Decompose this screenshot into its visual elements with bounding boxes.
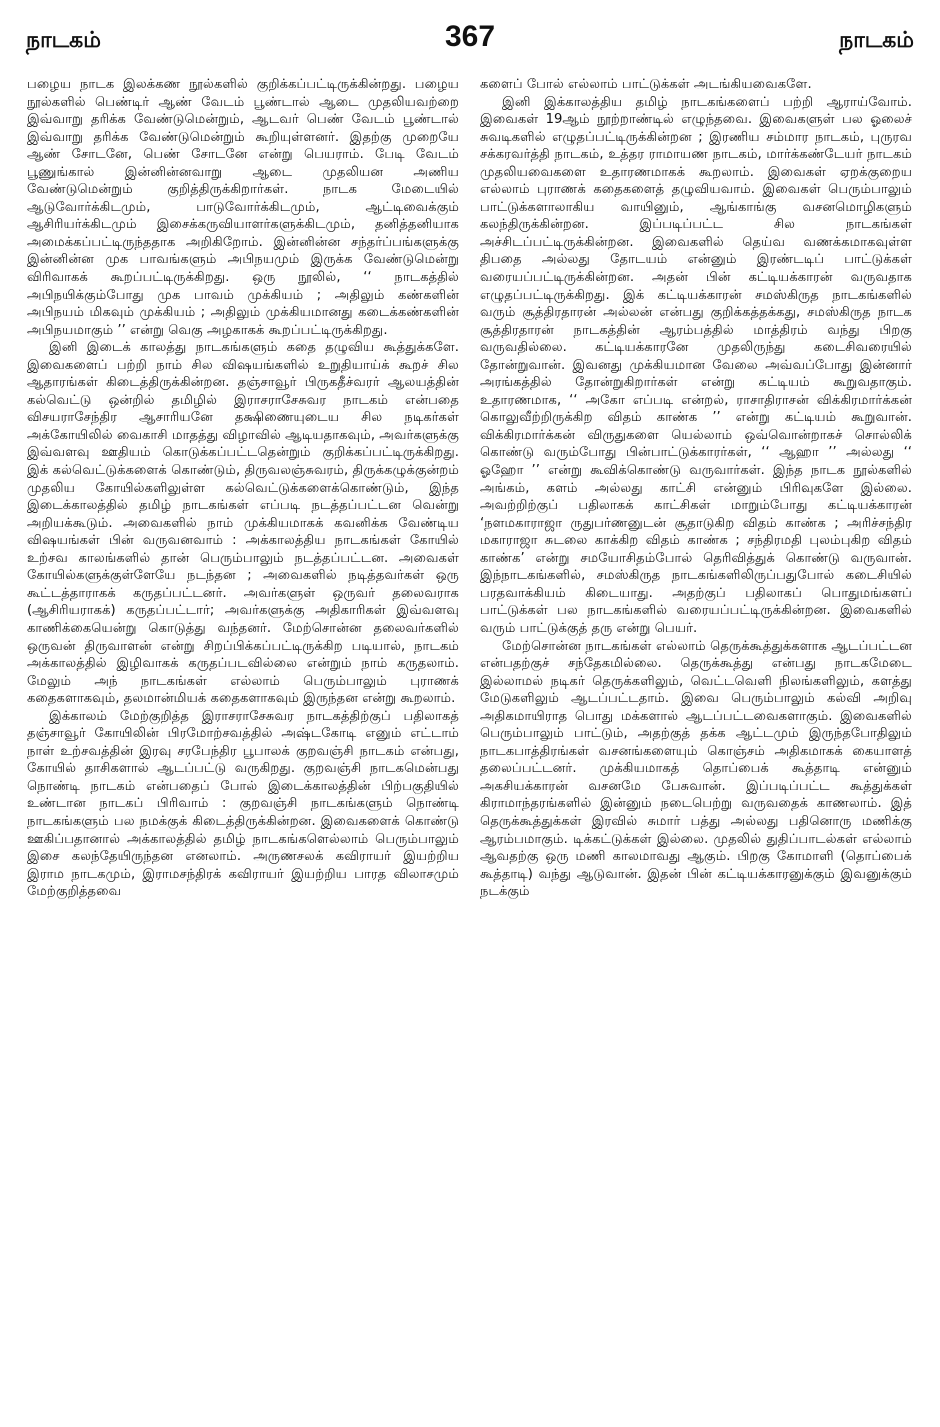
- paragraph: இக்காலம் மேற்குறித்த இராசராசேசுவர நாடகத்திற்குப் பதிலாகத் தஞ்சாவூர் கோயிலின் பிரமோற்சவத்தில் அஷ்டகோடி எனும் எட்டாம் நாள் உற்சவத்தின் இரவு சரபேந்திர பூபாலக் குறவஞ்சி நாடகம் என்பது, கோயில் தாசிகளால் ஆடப்பட்டு வருகிறது. குறவஞ்சி நாடகமென்பது நொண்டி நாடகம் என்பதைப் போல் இடைக்காலத்தின் பிற்பகுதியில் உண்டான நாடகப் பிரிவாம் : குறவஞ்சி நாடகங்களும் நொண்டி நாடகங்களும் பல நமக்குக் கிடைத்திருக்கின்றன. இவைகளைக் கொண்டு ஊகிப்பதானால் அக்காலத்தில் தமிழ் நாடகங்களெல்லாம் பெரும்பாலும் இசை கலந்தேயிருந்தன எனலாம். அருணசலக் கவிராயர் இயற்றிய இராம நாடகமும், இராமசந்திரக் கவிராயர் இயற்றிய பாரத விலாசமும் மேற்குறித்தவை: [27, 708, 459, 900]
- running-head-right: நாடகம்: [839, 28, 914, 53]
- paragraph: மேற்சொன்ன நாடகங்கள் எல்லாம் தெருக்கூத்துக்களாக ஆடப்பட்டன என்பதற்குச் சந்தேகமில்லை. தெருக்கூத்து என்பது நாடகமேடை இல்லாமல் நடிகர் தெருக்களிலும், வெட்டவெளி நிலங்களிலும், களத்து மேடுகளிலும் ஆடப்பட்டதாம். இவை பெரும்பாலும் கல்வி அறிவு அதிகமாயிராத பொது மக்களால் ஆடப்பட்டவைகளாகும். இவைகளில் பெரும்பாலும் பாட்டும், அதற்குத் தக்க ஆட்டமும் இருந்தபோதிலும் நாடகபாத்திரங்கள் வசனங்களையும் கொஞ்சம் அதிகமாகக் கையாளத் தலைப்பட்டனர். முக்கியமாகத் தொப்பைக் கூத்தாடி என்னும் அகசியக்காரன் வசனமே பேசுவான். இப்படிப்பட்ட கூத்துக்கள் கிராமாந்தரங்களில் இன்னும் நடைபெற்று வருவதைக் காணலாம். இத் தெருக்கூத்துக்கள் இரவில் சுமார் பத்து அல்லது பதினொரு மணிக்கு ஆரம்பமாகும். டிக்கட்டுக்கள் இல்லை. முதலில் துதிப்பாடல்கள் எல்லாம் ஆவதற்கு ஒரு மணி காலமாவது ஆகும். பிறகு கோமாளி (தொப்பைக் கூத்தாடி) வந்து ஆடுவான். இதன் பின் கட்டியக்காரனுக்கும் இவனுக்கும் நடக்கும்: [480, 638, 912, 900]
- paragraph: இனி இடைக் காலத்து நாடகங்களும் கதை தழுவிய கூத்துக்களே. இவைகளைப் பற்றி நாம் சில விஷயங்களில் உறுதியாய்க் கூறச் சில ஆதாரங்கள் கிடைத்திருக்கின்றன. தஞ்சாவூர் பிருகதீச்வரர் ஆலயத்தின் கல்வெட்டு ஒன்றில் தமிழில் இராசராசேசுவர நாடகம் என்பதை விசயராசேந்திர ஆசாரியனே தக்ஷிணையுடைய சில நடிகர்கள் அக்கோயிலில் வைகாசி மாதத்து விழாவில் ஆடியதாகவும், அவர்களுக்கு இவ்வளவு ஊதியம் கொடுக்கப்பட்டதென்றும் குறிக்கப்பட்டிருக்கிறது. இக் கல்வெட்டுக்களைக் கொண்டும், திருவலஞ்சுவரம், திருக்கழுக்குன்றம் முதலிய கோயில்களிலுள்ள கல்வெட்டுக்களைக்கொண்டும், இந்த இடைக்காலத்தில் தமிழ் நாடகங்கள் எப்படி நடத்தப்பட்டன வென்று அறியக்கூடும். அவைகளில் நாம் முக்கியமாகக் கவனிக்க வேண்டிய விஷயங்கள் பின் வருவனவாம் : அக்காலத்திய நாடகங்கள் கோயில் உற்சவ காலங்களில் தான் பெரும்பாலும் நடத்தப்பட்டன. அவைகள் கோயில்களுக்குள்ளேயே நடந்தன ; அவைகளில் நடித்தவர்கள் ஒரு கூட்டத்தாராகக் கருதப்பட்டனர். அவர்களுள் ஒருவர் தலைவராக (ஆசிரியராகக்) கருதப்பட்டார்; அவர்களுக்கு அதிகாரிகள் இவ்வளவு காணிக்கையென்று கொடுத்து வந்தனர். மேற்சொன்ன தலைவர்களில் ஒருவன் திருவாளன் என்று சிறப்பிக்கப்பட்டிருக்கிற படியால், நாடகம் அக்காலத்தில் இழிவாகக் கருதப்படவில்லை என்றும் நாம் கருதலாம். மேலும் அந் நாடகங்கள் எல்லாம் பெரும்பாலும் புராணக் கதைகளாகவும், தலமான்மியக் கதைகளாகவும் இருந்தன என்று கூறலாம்.: [27, 340, 459, 707]
- left-column: [27, 76, 459, 1416]
- page-number: 367: [444, 20, 496, 53]
- running-head-left: நாடகம்: [26, 28, 101, 53]
- right-column: [480, 76, 912, 1416]
- paragraph: இனி இக்காலத்திய தமிழ் நாடகங்களைப் பற்றி ஆராய்வோம். இவைகள் 19ஆம் நூற்றாண்டில் எழுந்தவை. இவைகளுள் பல ஓலைச் சுவடிகளில் எழுதப்பட்டிருக்கின்றன ; இரணிய சம்மார நாடகம், புருரவ சக்கரவர்த்தி நாடகம், உத்தர ராமாயண நாடகம், மார்க்கண்டேயர் நாடகம் முதலியவைகளை உதாரணமாகக் கூறலாம். இவைகள் ஏறக்குறைய எல்லாம் புராணக் கதைகளைத் தழுவியவாம். இவைகள் பெரும்பாலும் பாட்டுக்களாலாகிய வாயினும், ஆங்காங்கு வசனமொழிகளும் கலந்திருக்கின்றன. இப்படிப்பட்ட சில நாடகங்கள் அச்சிடப்பட்டிருக்கின்றன. இவைகளில் தெய்வ வணக்கமாகவுள்ள திபதை அல்லது தோடயம் என்னும் இரண்டடிப் பாட்டுக்கள் வரையப்பட்டிருக்கின்றன. அதன் பின் கட்டியக்காரன் வருவதாக எழுதப்பட்டிருக்கிறது. இக் கட்டியக்காரன் சமஸ்கிருத நாடகங்களில் வரும் சூத்திரதாரன் அல்லன் என்பது குறிக்கத்தக்கது, சமஸ்கிருத நாடக சூத்திரதாரன் நாடகத்தின் ஆரம்பத்தில் மாத்திரம் வந்து பிறகு வருவதில்லை. கட்டியக்காரனே முதலிருந்து கடைசிவரையில் தோன்றுவான். இவனது முக்கியமான வேலை அவ்வப்போது இன்னார் அரங்கத்தில் தோன்றுகிறார்கள் என்று கட்டியம் கூறுவதாகும். உதாரணமாக, ‘‘ அகோ எப்படி என்றல், ராசாதிராசன் விக்கிரமார்க்கன் கொலுவீற்றிருக்கிற விதம் காண்க ’’ என்று கட்டியம் கூறுவான். விக்கிரமார்க்கன் விருதுகளை யெல்லாம் ஒவ்வொன்றாகச் சொல்லிக் கொண்டு வரும்போது பின்பாட்டுக்காரர்கள், ‘‘ ஆஹா ’’ அல்லது ‘‘ ஓஹோ ’’ என்று கூவிக்கொண்டு வருவார்கள். இந்த நாடக நூல்களில் அங்கம், களம் அல்லது காட்சி என்னும் பிரிவுகளே இல்லை. அவற்றிற்குப் பதிலாகக் காட்சிகள் மாறும்போது கட்டியக்காரன் ‘நளமகாராஜா ருதுபர்ணனுடன் சூதாடுகிற விதம் காண்க ; அரிச்சந்திர மகாராஜா சுடலை காக்கிற விதம் காண்க ; சந்திரமதி புலம்புகிற விதம் காண்க’ என்று சமயோசிதம்போல் தெரிவித்துக் கொண்டு வருவான். இந்நாடகங்களில், சமஸ்கிருத நாடகங்களிலிருப்பதுபோல் கடைசியில் பரதவாக்கியம் கிடையாது. அதற்குப் பதிலாகப் பொதுமங்களப் பாட்டுக்கள் பல நாடகங்களில் வரையப்பட்டிருக்கின்றன. இவைகளில் வரும் பாட்டுக்குத் தரு என்று பெயர்.: [480, 94, 912, 636]
- paragraph: களைப் போல் எல்லாம் பாட்டுக்கள் அடங்கியவைகளே.: [480, 77, 812, 92]
- paragraph: பழைய நாடக இலக்கண நூல்களில் குறிக்கப்பட்டிருக்கின்றது. பழைய நூல்களில் பெண்டிர் ஆண் வேடம் பூண்டால் ஆடை முதலியவற்றை இவ்வாறு தரிக்க வேண்டுமென்றும், ஆடவர் பெண் வேடம் பூண்டால் இவ்வாறு தரிக்க வேண்டுமென்றும் கூறியுள்ளனர். இதற்கு முறையே ஆண் சோடனே, பெண் சோடனே என்று பெயராம். பேடி வேடம் பூணுங்கால் இன்னின்னவாறு ஆடை முதலியன அணிய வேண்டுமென்றும் குறித்திருக்கிறார்கள். நாடக மேடையில் ஆடுவோர்க்கிடமும், பாடுவோர்க்கிடமும், ஆட்டிவைக்கும் ஆசிரியர்க்கிடமும் இசைக்கருவியாளர்களுக்கிடமும், தனித்தனியாக அமைக்கப்பட்டிருந்ததாக அறிகிறோம். இன்னின்ன சந்தர்ப்பங்களுக்கு இன்னின்ன முக பாவங்களும் அபிநயமும் இருக்க வேண்டுமென்று விரிவாகக் கூறப்பட்டிருக்கிறது. ஒரு நூலில், ‘‘ நாடகத்தில் அபிநயிக்கும்போது முக பாவம் முக்கியம் ; அதிலும் கண்களின் அபிநயம் மிகவும் முக்கியம் ; அதிலும் முக்கியமானது கடைக்கண்களின் அபிநயமாகும் ’’ என்று வெகு அழகாகக் கூறப்பட்டிருக்கிறது.: [27, 77, 459, 338]
- running-header: [0, 14, 940, 64]
